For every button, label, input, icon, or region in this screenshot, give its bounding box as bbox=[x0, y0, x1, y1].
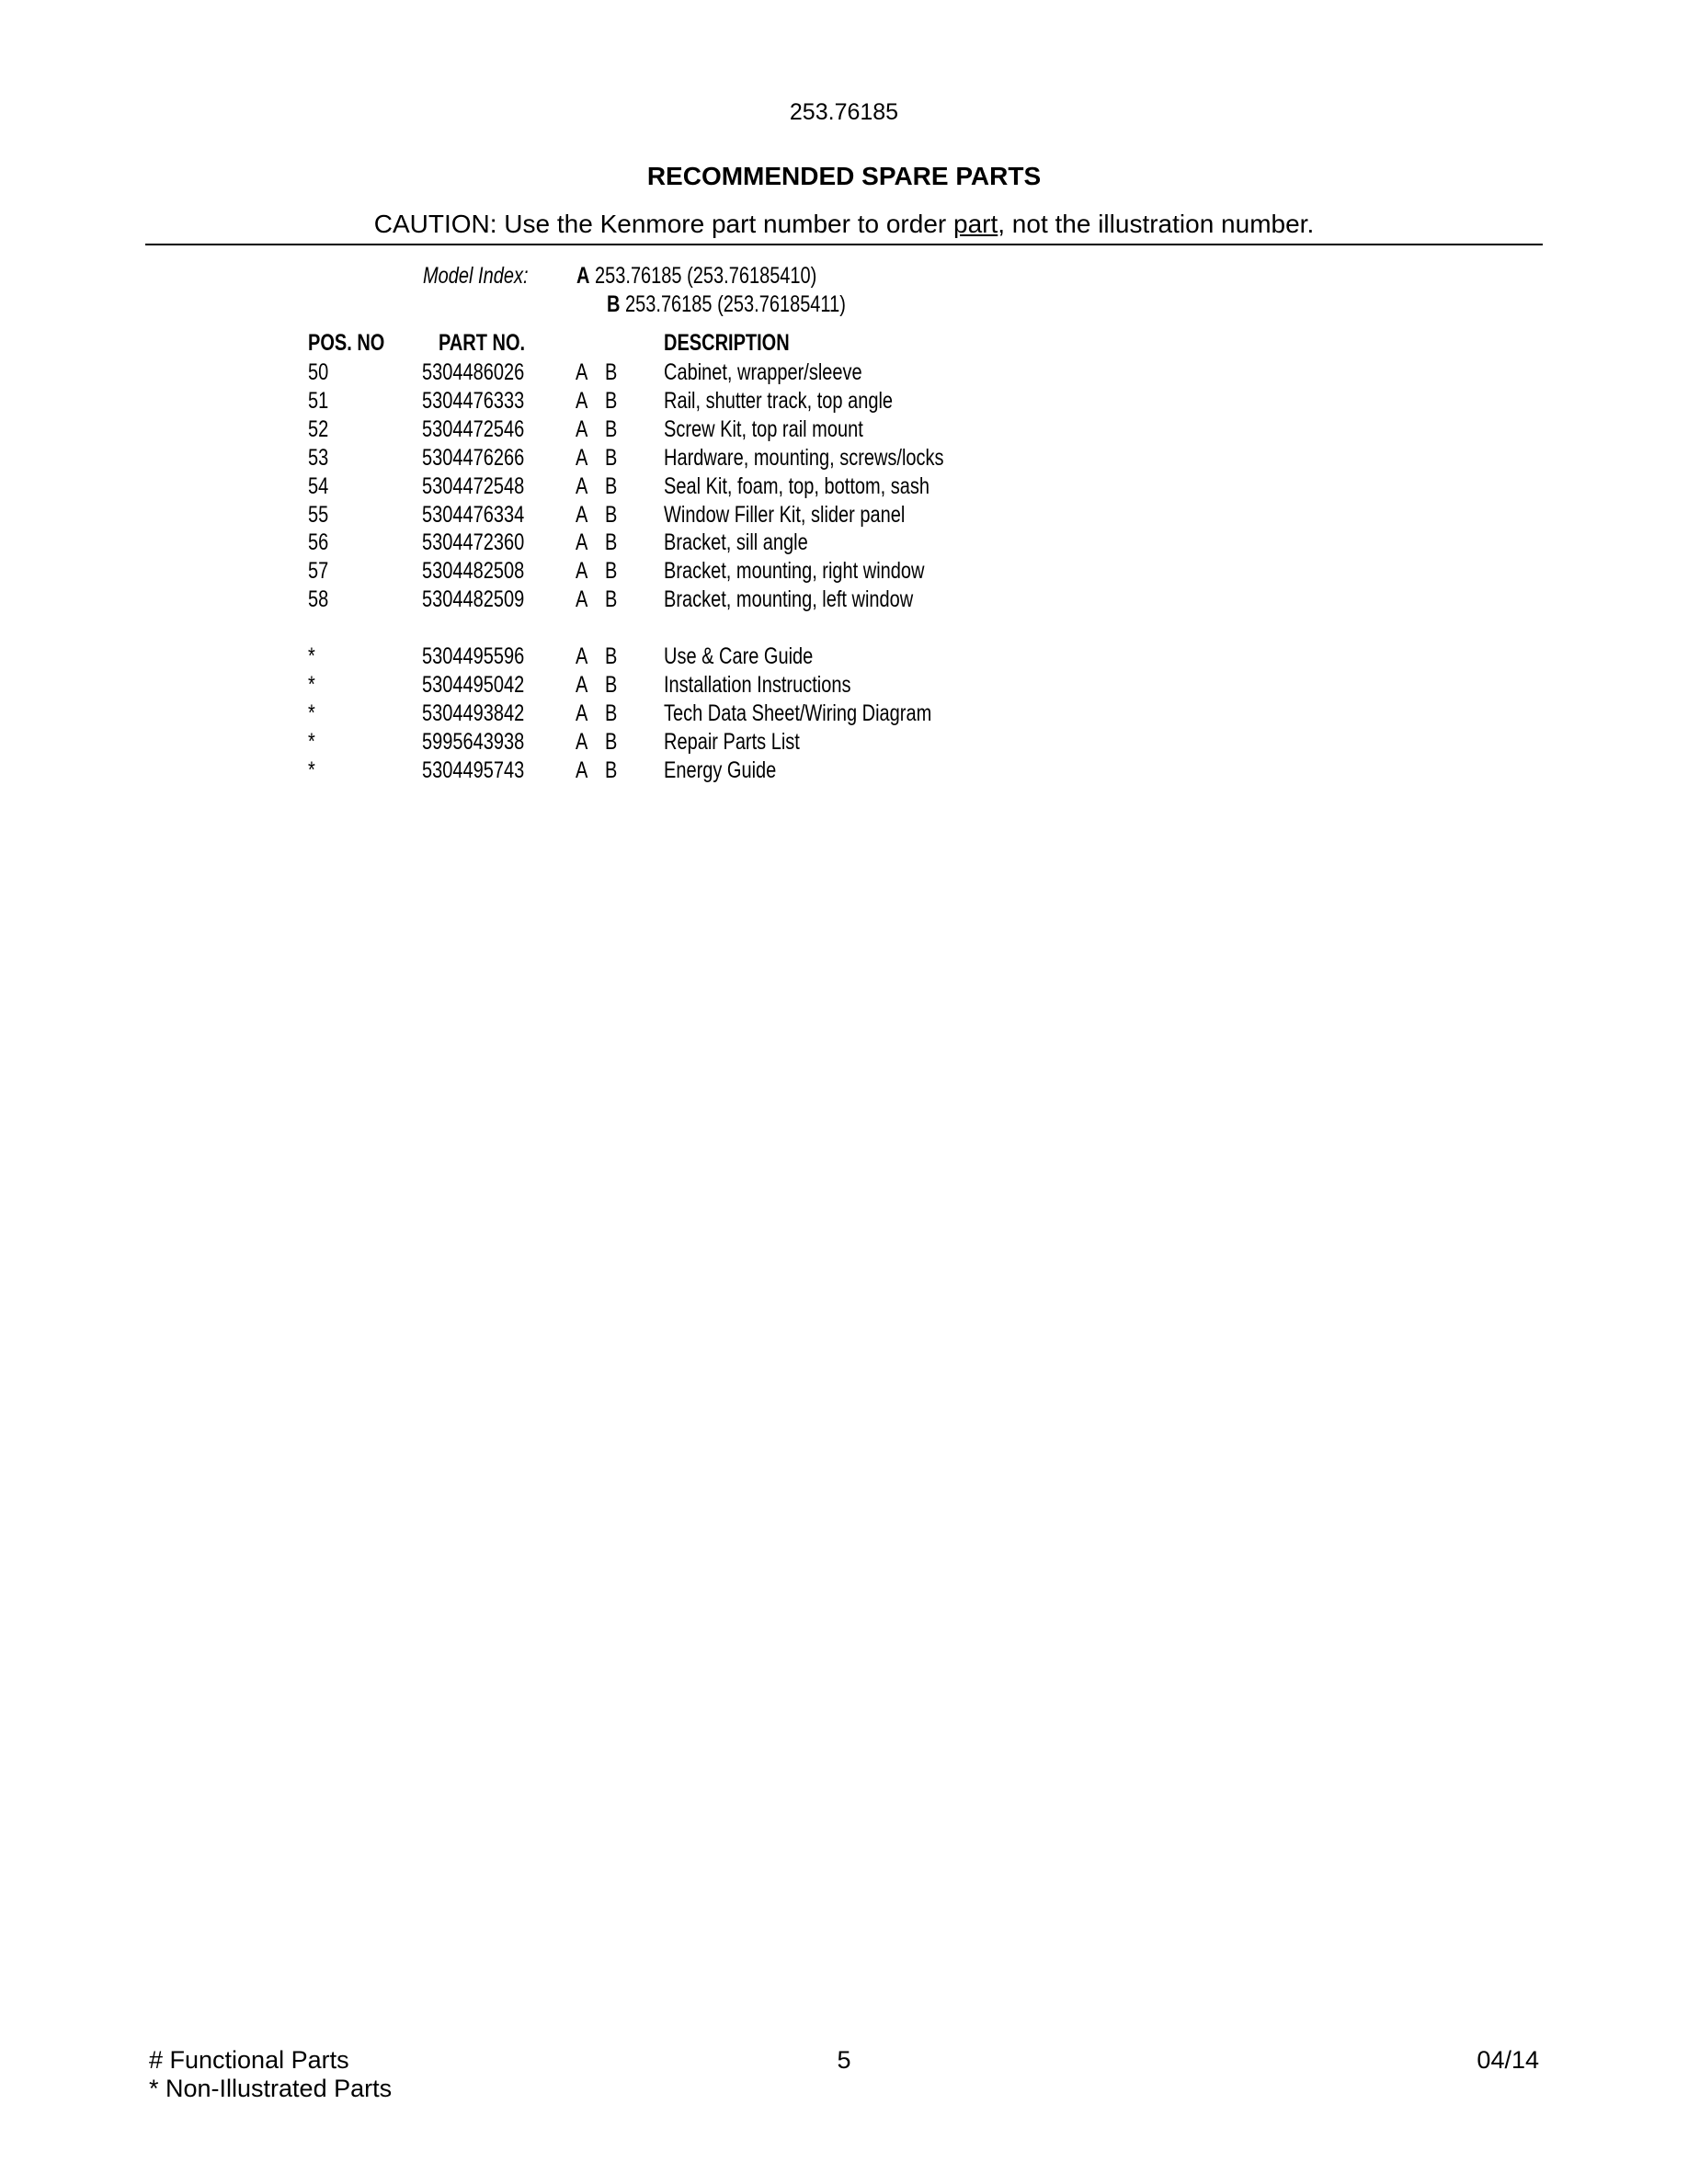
cell-model-b: B bbox=[605, 729, 618, 755]
cell-description: Tech Data Sheet/Wiring Diagram bbox=[664, 700, 932, 726]
cell-part-number: 5995643938 bbox=[422, 729, 525, 755]
cell-pos: * bbox=[308, 729, 315, 755]
cell-description: Hardware, mounting, screws/locks bbox=[664, 445, 944, 471]
cell-part-number: 5304482509 bbox=[422, 586, 525, 612]
cell-part-number: 5304476334 bbox=[422, 502, 525, 528]
cell-model-b: B bbox=[605, 757, 618, 783]
cell-part-number: 5304472548 bbox=[422, 473, 525, 499]
cell-model-a: A bbox=[576, 643, 588, 669]
cell-pos: 51 bbox=[308, 388, 329, 414]
footer-date: 04/14 bbox=[1477, 2046, 1539, 2074]
cell-pos: * bbox=[308, 643, 315, 669]
cell-pos: 50 bbox=[308, 359, 329, 385]
column-header-part: PART NO. bbox=[439, 330, 526, 356]
model-index-a-letter: A bbox=[576, 263, 590, 289]
cell-model-b: B bbox=[605, 672, 618, 698]
caution-underlined-word: part bbox=[953, 210, 998, 238]
cell-part-number: 5304495042 bbox=[422, 672, 525, 698]
cell-part-number: 5304493842 bbox=[422, 700, 525, 726]
cell-part-number: 5304482508 bbox=[422, 558, 525, 584]
cell-pos: 54 bbox=[308, 473, 329, 499]
cell-model-b: B bbox=[605, 445, 618, 471]
cell-model-a: A bbox=[576, 586, 588, 612]
page-number: 5 bbox=[837, 2046, 851, 2074]
cell-part-number: 5304495743 bbox=[422, 757, 525, 783]
cell-description: Cabinet, wrapper/sleeve bbox=[664, 359, 862, 385]
cell-model-a: A bbox=[576, 416, 588, 442]
model-index-b bbox=[607, 291, 846, 318]
model-index-b-text: 253.76185 (253.76185411) bbox=[625, 291, 846, 317]
model-number: 253.76185 bbox=[789, 99, 899, 125]
cell-part-number: 5304486026 bbox=[422, 359, 525, 385]
cell-model-a: A bbox=[576, 700, 588, 726]
cell-model-a: A bbox=[576, 529, 588, 555]
cell-model-a: A bbox=[576, 729, 588, 755]
cell-description: Window Filler Kit, slider panel bbox=[664, 502, 906, 528]
caution-text bbox=[0, 210, 1688, 239]
cell-description: Rail, shutter track, top angle bbox=[664, 388, 894, 414]
cell-model-a: A bbox=[576, 502, 588, 528]
caution-prefix: CAUTION: Use the Kenmore part number to order bbox=[373, 210, 953, 238]
cell-model-b: B bbox=[605, 558, 618, 584]
cell-part-number: 5304472546 bbox=[422, 416, 525, 442]
cell-model-a: A bbox=[576, 757, 588, 783]
cell-pos: * bbox=[308, 757, 315, 783]
cell-pos: 56 bbox=[308, 529, 329, 555]
cell-model-b: B bbox=[605, 388, 618, 414]
cell-pos: 52 bbox=[308, 416, 329, 442]
cell-model-b: B bbox=[605, 359, 618, 385]
footer-non-illustrated-note: * Non-Illustrated Parts bbox=[149, 2075, 393, 2102]
cell-pos: * bbox=[308, 700, 315, 726]
cell-model-a: A bbox=[576, 445, 588, 471]
cell-description: Bracket, mounting, left window bbox=[664, 586, 914, 612]
model-index-label: Model Index: bbox=[423, 263, 529, 289]
cell-description: Use & Care Guide bbox=[664, 643, 814, 669]
cell-description: Installation Instructions bbox=[664, 672, 851, 698]
cell-description: Bracket, sill angle bbox=[664, 529, 808, 555]
column-header-description: DESCRIPTION bbox=[664, 330, 790, 356]
header-divider bbox=[145, 244, 1543, 245]
cell-model-b: B bbox=[605, 529, 618, 555]
cell-model-b: B bbox=[605, 643, 618, 669]
model-index-a-text: 253.76185 (253.76185410) bbox=[595, 263, 817, 289]
cell-description: Energy Guide bbox=[664, 757, 777, 783]
cell-pos: 57 bbox=[308, 558, 329, 584]
cell-model-a: A bbox=[576, 672, 588, 698]
cell-model-b: B bbox=[605, 473, 618, 499]
cell-model-a: A bbox=[576, 388, 588, 414]
column-header-pos: POS. NO bbox=[308, 330, 385, 356]
cell-model-a: A bbox=[576, 558, 588, 584]
cell-description: Screw Kit, top rail mount bbox=[664, 416, 863, 442]
cell-part-number: 5304476333 bbox=[422, 388, 525, 414]
cell-model-b: B bbox=[605, 416, 618, 442]
cell-model-a: A bbox=[576, 359, 588, 385]
cell-model-b: B bbox=[605, 700, 618, 726]
cell-model-b: B bbox=[605, 502, 618, 528]
cell-model-b: B bbox=[605, 586, 618, 612]
footer-functional-note: # Functional Parts bbox=[149, 2046, 349, 2074]
model-index-b-letter: B bbox=[607, 291, 621, 317]
cell-part-number: 5304472360 bbox=[422, 529, 525, 555]
cell-pos: 53 bbox=[308, 445, 329, 471]
model-index-a bbox=[576, 263, 816, 290]
cell-part-number: 5304476266 bbox=[422, 445, 525, 471]
cell-pos: 55 bbox=[308, 502, 329, 528]
cell-description: Repair Parts List bbox=[664, 729, 800, 755]
cell-description: Bracket, mounting, right window bbox=[664, 558, 925, 584]
cell-model-a: A bbox=[576, 473, 588, 499]
cell-part-number: 5304495596 bbox=[422, 643, 525, 669]
cell-description: Seal Kit, foam, top, bottom, sash bbox=[664, 473, 930, 499]
cell-pos: * bbox=[308, 672, 315, 698]
cell-pos: 58 bbox=[308, 586, 329, 612]
caution-suffix: , not the illustration number. bbox=[998, 210, 1315, 238]
page-title: RECOMMENDED SPARE PARTS bbox=[646, 162, 1042, 190]
